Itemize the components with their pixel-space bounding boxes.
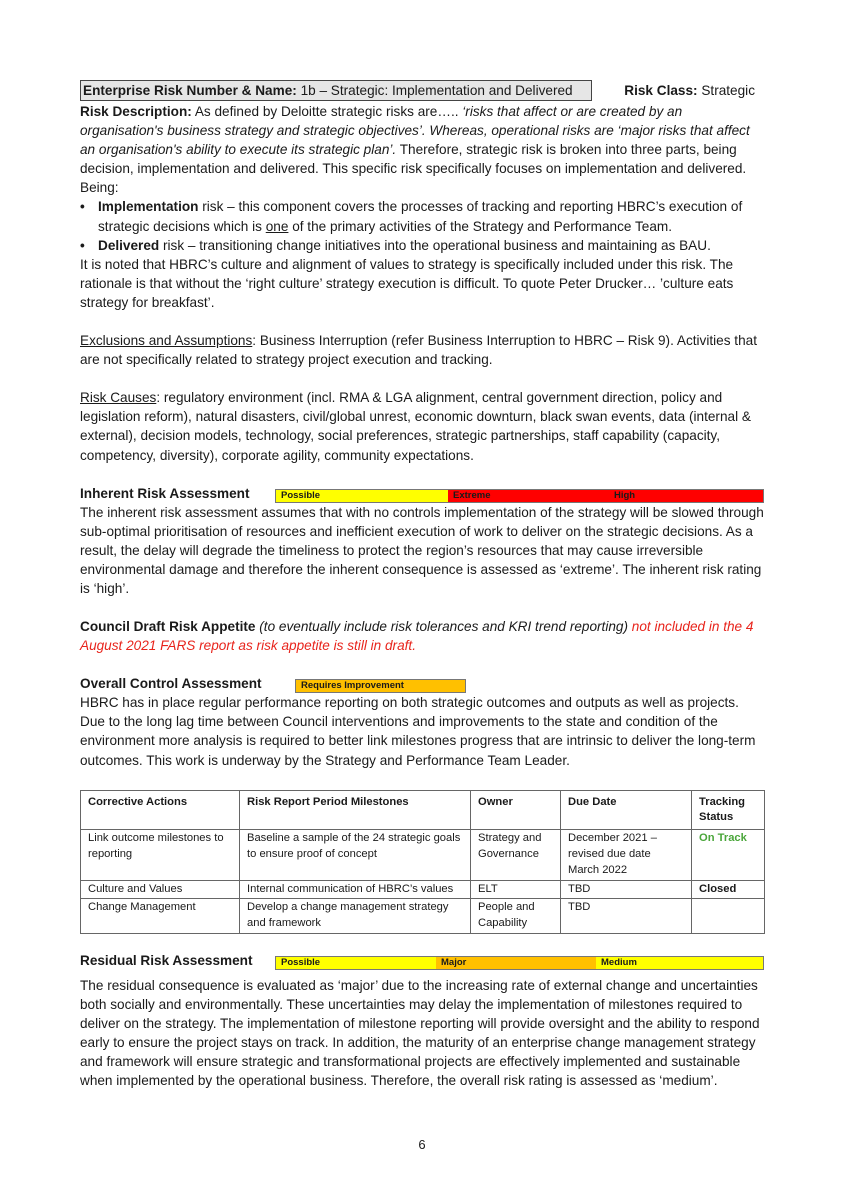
column-header: Risk Report Period Milestones — [240, 790, 471, 830]
control-assessment-text: HBRC has in place regular performance reporting on both strategic outcomes and outputs as well as projects. Due to the long lag time between Council interventions and improvements to the state and condition of the environment more analysis is required to better link milestones progress that are intrinsic to deliver the long-term outcomes. This work is underway by the Strategy and Performance Team Leader. — [80, 695, 756, 768]
risk-title-label: Enterprise Risk Number & Name: — [83, 83, 297, 98]
bullet-implementation-text-end: of the primary activities of the Strategy and Performance Team. — [288, 218, 672, 234]
causes-paragraph — [80, 388, 765, 464]
table-cell: TBD — [561, 899, 692, 934]
risk-description-rest: Therefore, strategic risk is broken into three parts, being decision, implementation and delivered. This specific risk specifically focuses on implementation and delivered. Being: — [80, 142, 747, 196]
bullet-delivered — [80, 236, 765, 255]
residual-risk-text: The residual consequence is evaluated as ‘major’ due to the increasing rate of external change and uncertainties both socially and environmentally. These uncertainties may delay the implementation of milestones required to deliver on the strategy. The implementation of milestone reporting will provide oversight and the ability to respond early to ensure the project stays on track. In addition, the maturity of an enterprise change management strategy and framework will ensure strategic and transformational projects are effectively implemented and sustainable when implemented by the operational business. Therefore, the overall risk rating is assessed as ‘medium’. — [80, 978, 760, 1089]
risk-header — [80, 80, 765, 102]
column-header: Corrective Actions — [81, 790, 240, 830]
residual-risk-row — [80, 951, 765, 970]
table-row — [81, 899, 765, 934]
culture-note: It is noted that HBRC’s culture and alignment of values to strategy is specifically included under this risk. The rationale is that without the ‘right culture’ strategy execution is difficult. To quote Peter Drucker… ’culture eats strategy for breakfast’. — [80, 256, 734, 310]
risk-class-value: Strategic — [697, 83, 755, 98]
risk-page — [80, 80, 765, 1091]
table-cell: Link outcome milestones to reporting — [81, 830, 240, 880]
table-cell: Baseline a sample of the 24 strategic goals to ensure proof of concept — [240, 830, 471, 880]
control-badge: Requires Improvement — [296, 680, 465, 692]
risk-description-label: Risk Description: — [80, 104, 192, 119]
table-header-row — [81, 790, 765, 830]
table-cell: TBD — [561, 880, 692, 899]
exclusions-text: : Business Interruption (refer Business Interruption to HBRC – Risk 9). Activities that are not specifically related to strategy project execution and tracking. — [80, 333, 757, 368]
risk-appetite-draft-note: not included in the 4 August 2021 FARS report as risk appetite is still in draft. — [80, 619, 754, 654]
inherent-risk-label: Inherent Risk Assessment — [80, 485, 250, 501]
control-assessment-label: Overall Control Assessment — [80, 676, 262, 692]
risk-description-intro: As defined by Deloitte strategic risks are….. — [191, 104, 463, 119]
bullet-delivered-term: Delivered — [98, 237, 160, 253]
table-cell: December 2021 – revised due date March 2022 — [561, 830, 692, 880]
risk-description — [80, 102, 765, 197]
risk-title-box — [80, 80, 592, 101]
deloitte-quote: ‘risks that affect or are created by an organisation's business strategy and strategic objectives’. Whereas, operational risks are ‘major risks that affect an organisation's ability to execute its strategic plan’. — [80, 104, 750, 158]
residual-likelihood: Possible — [276, 957, 436, 969]
residual-rating-bar — [275, 956, 764, 970]
residual-risk-label: Residual Risk Assessment — [80, 953, 253, 968]
table-cell: ELT — [471, 880, 561, 899]
risk-appetite — [80, 617, 765, 655]
control-assessment-row — [80, 674, 765, 693]
bullet-implementation-text: risk – this component covers the processes of tracking and reporting HBRC’s execution of strategic decisions which is — [98, 199, 743, 234]
inherent-risk-text: The inherent risk assessment assumes that with no controls implementation of the strategy will be slowed through sub-optimal prioritisation of resources and inefficient execution of work to deliver on the strategic decisions. As a result, the delay will degrade the timeliness to protect the region’s resources that may cause irreversible environmental damage and therefore the inherent consequence is assessed as ‘extreme’. The inherent risk rating is ‘high’. — [80, 504, 764, 596]
bullet-delivered-text: risk – transitioning change initiatives into the operational business and maintaining as BAU. — [159, 237, 711, 253]
control-rating-bar — [295, 679, 466, 693]
risk-appetite-label: Council Draft Risk Appetite — [80, 619, 256, 635]
table-cell: Internal communication of HBRC’s values — [240, 880, 471, 899]
table-cell — [692, 899, 765, 934]
tracking-status-closed: Closed — [692, 880, 765, 899]
residual-rating: Medium — [596, 957, 763, 969]
table-cell: Develop a change management strategy and framework — [240, 899, 471, 934]
table-cell: People and Capability — [471, 899, 561, 934]
causes-text: : regulatory environment (incl. RMA & LGA alignment, central government direction, policy and legislation reform), natural disasters, civil/global unrest, economic downturn, black swan events, data (internal & external), decision models, technology, social preferences, strategic partnerships, staff capability (capacity, competency, diversity), corporate agility, community expectations. — [80, 390, 751, 463]
inherent-rating-bar — [275, 489, 764, 503]
inherent-likelihood: Possible — [276, 490, 448, 502]
table-row — [81, 830, 765, 880]
column-header: Due Date — [561, 790, 692, 830]
table-row — [81, 880, 765, 899]
inherent-consequence: Extreme — [448, 490, 609, 502]
table-cell: Change Management — [81, 899, 240, 934]
page-number: 6 — [418, 1137, 426, 1152]
inherent-rating: High — [609, 490, 763, 502]
risk-class-label: Risk Class: — [624, 83, 698, 98]
bullet-implementation — [80, 197, 765, 235]
risk-appetite-note: (to eventually include risk tolerances and KRI trend reporting) — [255, 619, 628, 635]
table-cell: Culture and Values — [81, 880, 240, 899]
corrective-actions-table — [80, 790, 765, 934]
bullet-implementation-underlined: one — [265, 218, 289, 234]
exclusions-paragraph — [80, 331, 765, 369]
inherent-risk-row — [80, 484, 765, 503]
exclusions-label: Exclusions and Assumptions — [80, 333, 253, 349]
risk-class — [624, 81, 755, 100]
column-header: Tracking Status — [692, 790, 765, 830]
risk-title-value: 1b – Strategic: Implementation and Delivered — [296, 83, 573, 98]
causes-label: Risk Causes — [80, 390, 157, 406]
table-cell: Strategy and Governance — [471, 830, 561, 880]
residual-consequence: Major — [436, 957, 596, 969]
column-header: Owner — [471, 790, 561, 830]
bullet-implementation-term: Implementation — [98, 199, 199, 215]
tracking-status-on-track: On Track — [692, 830, 765, 880]
